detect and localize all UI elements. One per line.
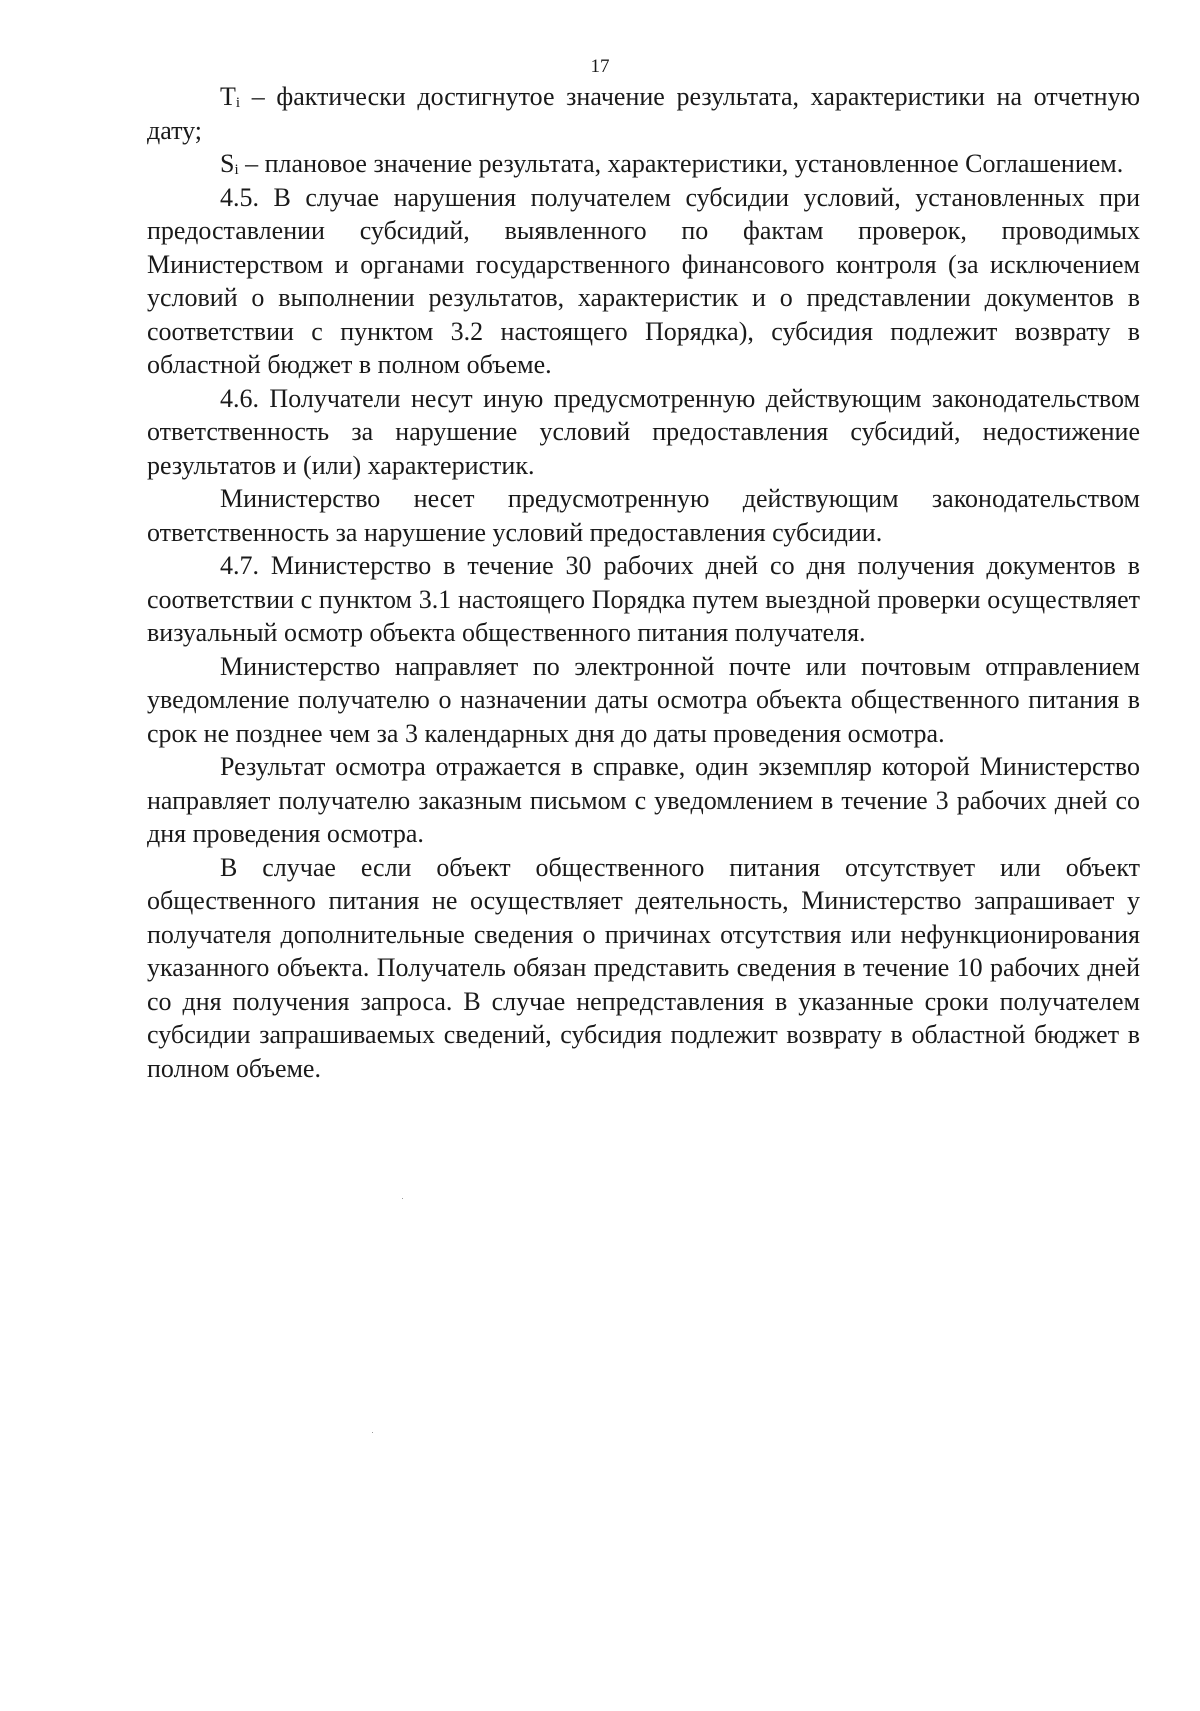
- absent-facility-paragraph: В случае если объект общественного питания отсутствует или объект общественного питания не осуществляет деятельность, Министерство запрашивает у получателя дополнительные сведения о причинах отсутствия или нефункционирования указанного объекта. Получатель обязан представить сведения в течение 10 рабочих дней со дня получения запроса. В случае непредставления в указанные сроки получателем субсидии запрашиваемых сведений, субсидия подлежит возврату в областной бюджет в полном объеме.: [147, 852, 1140, 1083]
- definition-ti-text: – фактически достигнутое значение результата, характеристики на отчетную дату;: [147, 82, 1140, 145]
- symbol-t: T: [220, 82, 236, 111]
- scan-speck: [372, 1432, 373, 1433]
- clause-4-6: 4.6. Получатели несут иную предусмотренную действующим законодательством ответственность за нарушение условий предоставления субсидий, недостижение результатов и (или) характеристик.: [147, 383, 1140, 480]
- definition-si: [147, 147, 1140, 181]
- definition-ti: [147, 80, 1140, 147]
- page-number: 17: [590, 56, 610, 77]
- document-body: [147, 80, 1140, 1085]
- clause-4-7: 4.7. Министерство в течение 30 рабочих дней со дня получения документов в соответствии с пунктом 3.1 настоящего Порядка путем выездной проверки осуществляет визуальный осмотр объекта общественного питания получателя.: [147, 551, 1140, 647]
- definition-si-text: – плановое значение результата, характеристики, установленное Соглашением.: [238, 149, 1124, 178]
- subscript-i: i: [235, 95, 241, 111]
- subscript-i: i: [234, 162, 239, 178]
- scan-speck: [402, 1198, 403, 1199]
- inspection-notice-paragraph: Министерство направляет по электронной почте или почтовым отправлением уведомление получателю о назначении даты осмотра объекта общественного питания в срок не позднее чем за 3 календарных дня до даты проведения осмотра.: [147, 651, 1140, 748]
- ministry-responsibility-paragraph: Министерство несет предусмотренную действующим законодательством ответственность за нарушение условий предоставления субсидии.: [147, 484, 1140, 547]
- clause-4-5: 4.5. В случае нарушения получателем субсидии условий, установленных при предоставлении субсидий, выявленного по фактам проверок, проводимых Министерством и органами государственного финансового контроля (за исключением условий о выполнении результатов, характеристик и о представлении документов в соответствии с пунктом 3.2 настоящего Порядка), субсидия подлежит возврату в областной бюджет в полном объеме.: [147, 182, 1140, 379]
- symbol-s: S: [220, 149, 235, 178]
- inspection-result-paragraph: Результат осмотра отражается в справке, один экземпляр которой Министерство направляет получателю заказным письмом с уведомлением в течение 3 рабочих дней со дня проведения осмотра.: [147, 752, 1140, 848]
